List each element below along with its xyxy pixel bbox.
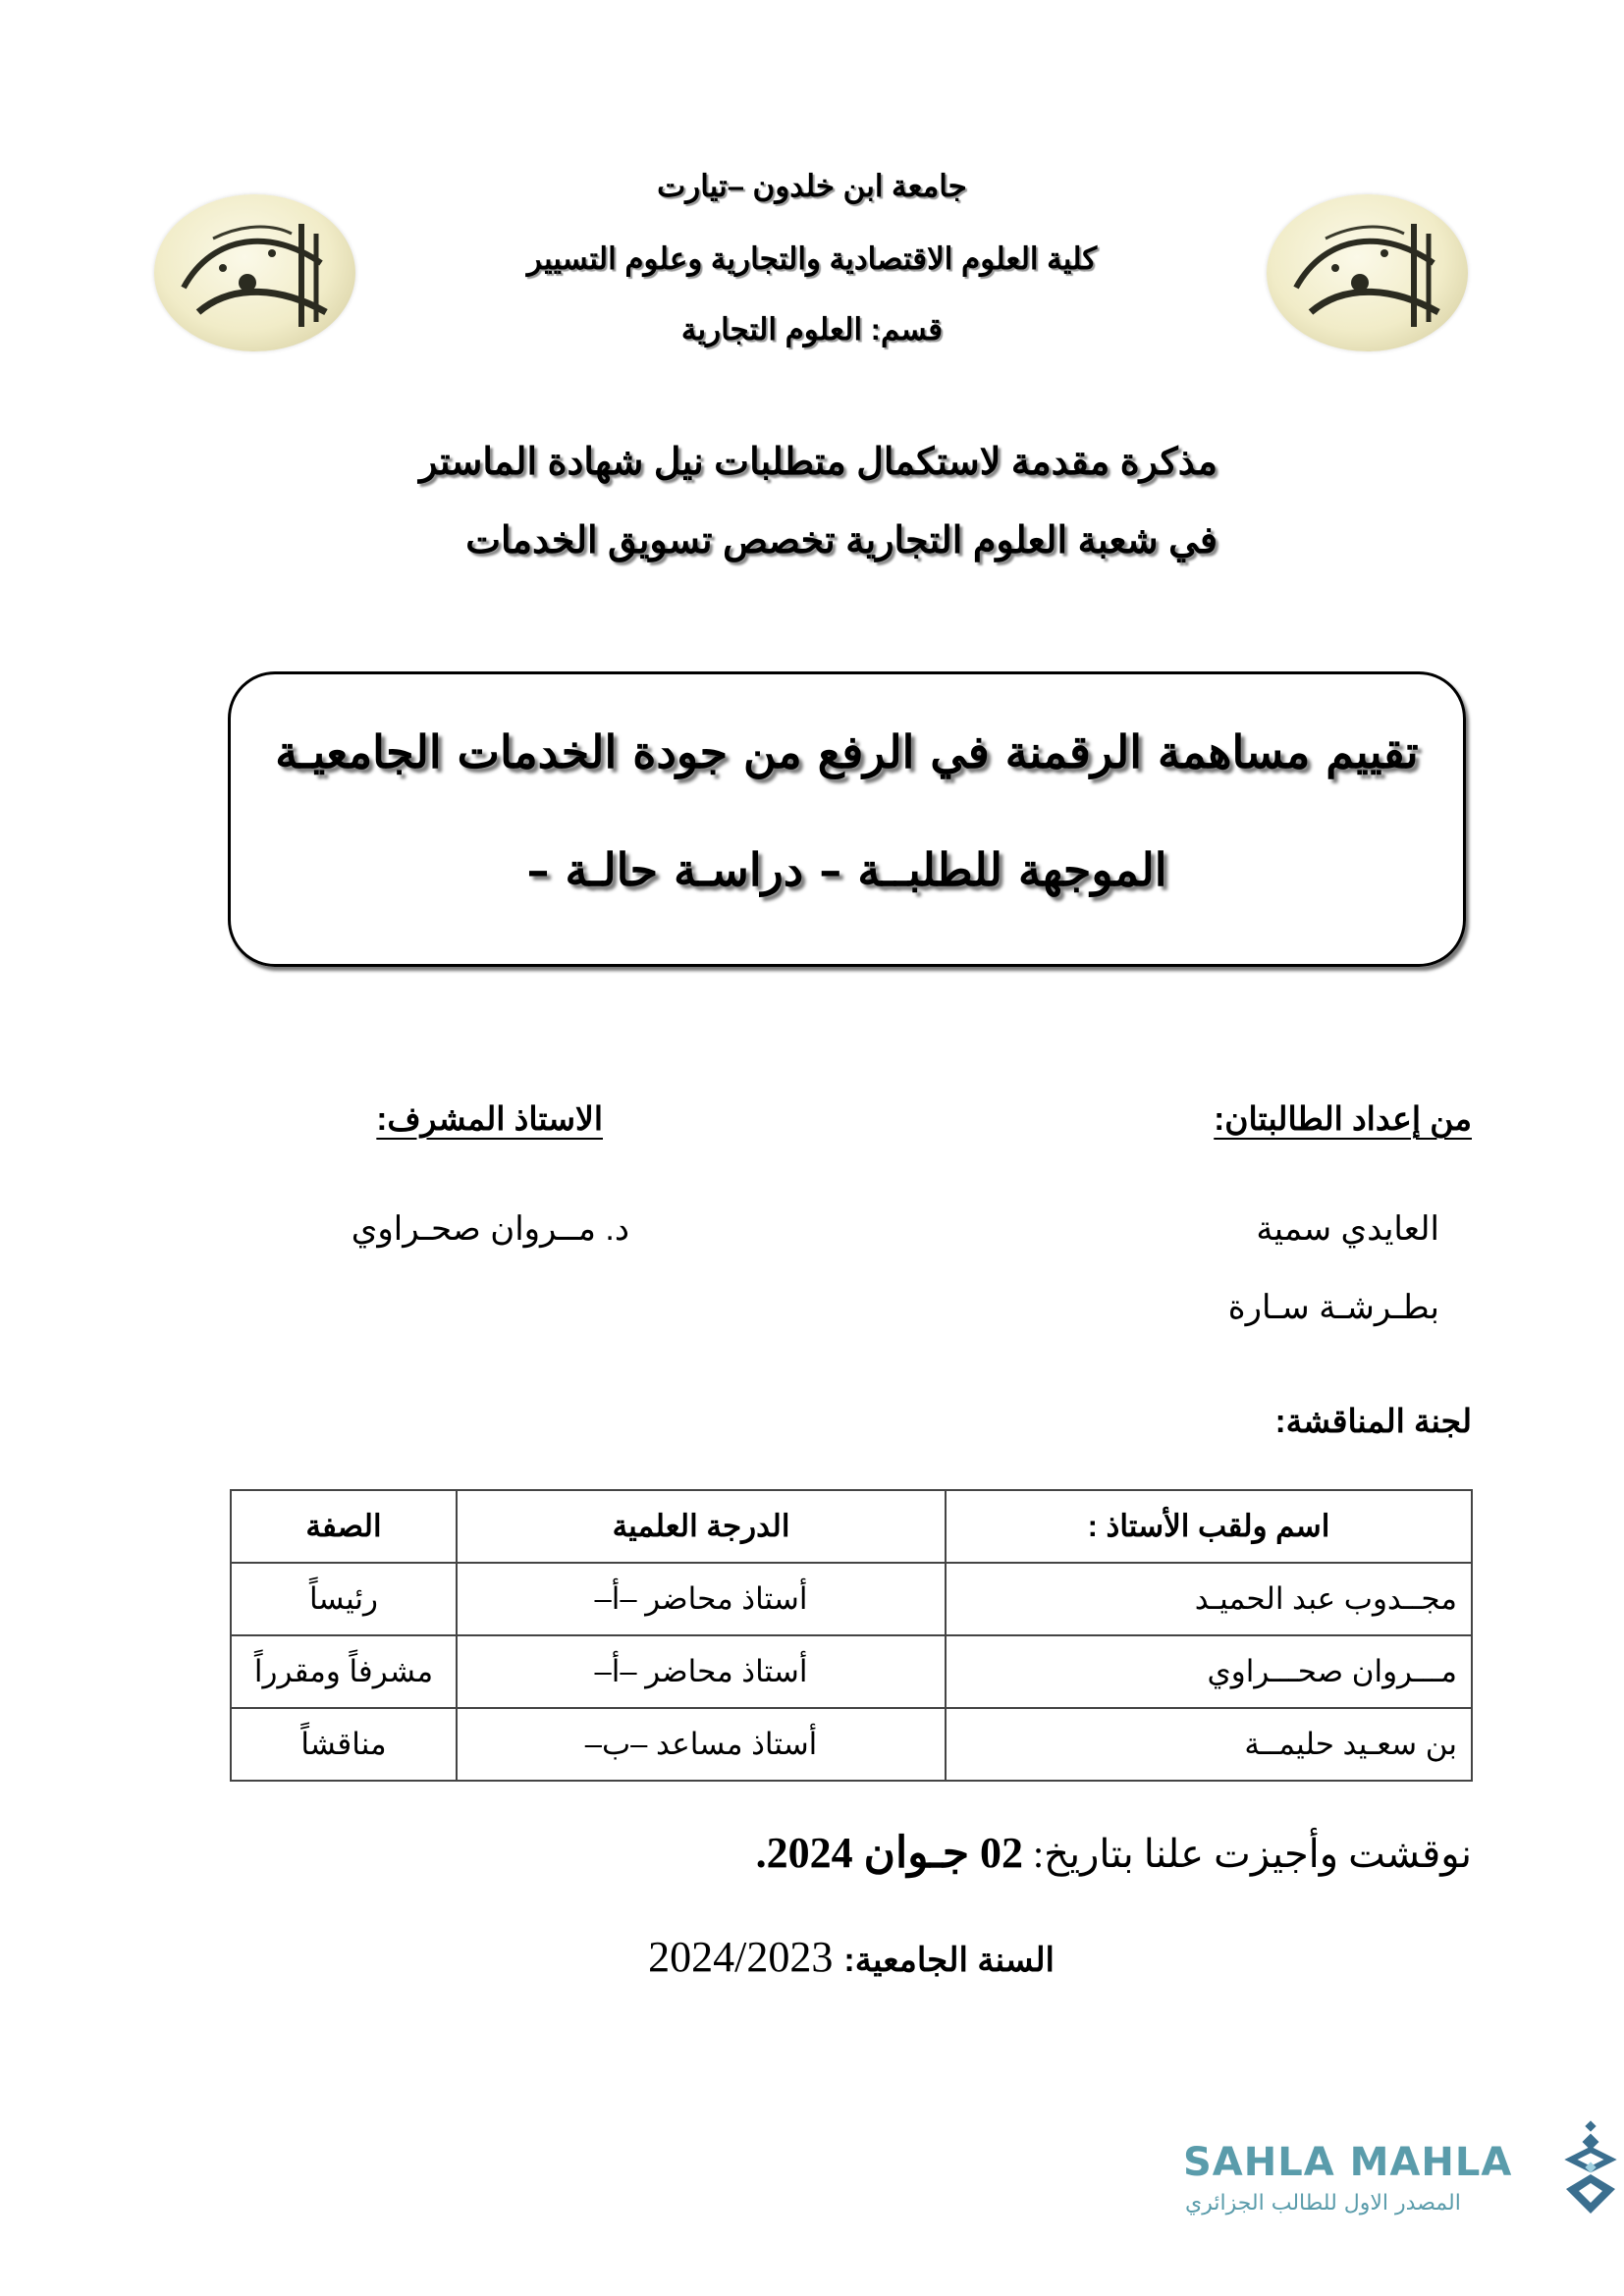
- memo-line-1: مذكرة مقدمة لاستكمال متطلبات نيل شهادة الماستر: [419, 442, 1218, 483]
- table-row: [231, 1635, 1472, 1708]
- watermark-brand: SAHLA MAHLA: [1183, 2140, 1513, 2185]
- academic-year-label: السنة الجامعية:: [843, 1942, 1055, 1979]
- column-header-name: اسم ولقب الأستاذ :: [946, 1490, 1472, 1563]
- student-name-1: العايدي سمية: [1256, 1210, 1439, 1248]
- jury-member-name: مجــدوب عبد الحميـد: [946, 1563, 1472, 1635]
- thesis-title-box: [228, 671, 1466, 967]
- jury-member-role: رئيساً: [231, 1563, 457, 1635]
- table-row: [231, 1563, 1472, 1635]
- student-name-2: بطـرشـة سـارة: [1227, 1289, 1439, 1326]
- jury-member-name: بن سعـيد حليمــة: [946, 1708, 1472, 1781]
- sahla-mahla-watermark: [1173, 2110, 1615, 2228]
- jury-label: لجنة المناقشة:: [1274, 1403, 1472, 1439]
- academic-year-value: 2024/2023: [648, 1933, 834, 1981]
- table-row: [231, 1708, 1472, 1781]
- column-header-role: الصفة: [231, 1490, 457, 1563]
- supervisor-name: د. مــروان صحـراوي: [351, 1210, 629, 1248]
- jury-header-row: [231, 1490, 1472, 1563]
- defense-date: 02 جـوان 2024.: [755, 1829, 1024, 1877]
- jury-table: [230, 1489, 1473, 1782]
- thesis-title-line-1: تقييم مساهمة الرقمنة في الرفع من جودة الخدمات الجامعيـة: [275, 725, 1419, 778]
- department-name: قسم: العلوم التجارية: [680, 312, 944, 347]
- academic-year: [648, 1932, 1055, 1982]
- jury-member-grade: أستاذ محاضر –أ–: [457, 1563, 946, 1635]
- students-label: من إعداد الطالبتان:: [1214, 1100, 1472, 1137]
- jury-member-role: مشرفاً ومقرراً: [231, 1635, 457, 1708]
- supervisor-label: الاستاذ المشرف:: [376, 1100, 603, 1137]
- jury-member-name: مـــروان صحـــراوي: [946, 1635, 1472, 1708]
- jury-member-grade: أستاذ محاضر –أ–: [457, 1635, 946, 1708]
- watermark-tagline: المصدر الاول للطالب الجزائري: [1185, 2191, 1461, 2216]
- sahla-mahla-logo-icon: [1561, 2120, 1620, 2218]
- jury-member-role: مناقشاً: [231, 1708, 457, 1781]
- university-name: جامعة ابن خلدون –تيارت: [657, 169, 967, 203]
- jury-member-grade: أستاذ مساعد –ب–: [457, 1708, 946, 1781]
- defense-prefix: نوقشت وأجيزت علنا بتاريخ:: [1033, 1832, 1472, 1876]
- faculty-name: كلية العلوم الاقتصادية والتجارية وعلوم التسيير: [526, 241, 1098, 276]
- defense-statement: [756, 1828, 1472, 1878]
- memo-line-2: في شعبة العلوم التجارية تخصص تسويق الخدمات: [465, 520, 1218, 561]
- thesis-title-line-2: الموجهة للطلبــة – دراسـة حالـة –: [526, 843, 1167, 896]
- column-header-grade: الدرجة العلمية: [457, 1490, 946, 1563]
